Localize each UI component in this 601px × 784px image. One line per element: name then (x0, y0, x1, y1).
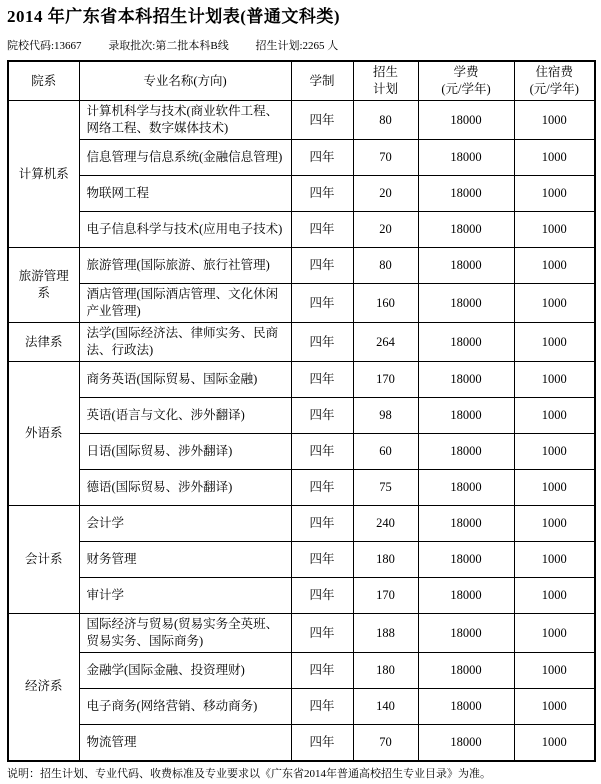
table-row (8, 248, 595, 284)
duration-cell: 四年 (291, 506, 353, 542)
plan-cell: 80 (353, 101, 418, 140)
table-row (8, 212, 595, 248)
col-header-plan-line2: 计划 (372, 82, 398, 96)
col-header-tuition-line2: (元/学年) (441, 82, 491, 96)
department-cell: 经济系 (8, 614, 79, 761)
col-header-tuition-line1: 学费 (453, 65, 479, 79)
plan-cell: 70 (353, 140, 418, 176)
duration-cell: 四年 (291, 140, 353, 176)
major-cell: 国际经济与贸易(贸易实务全英班、贸易实务、国际商务) (79, 614, 291, 653)
table-row (8, 470, 595, 506)
table-row (8, 653, 595, 689)
duration-cell: 四年 (291, 323, 353, 362)
table-row (8, 176, 595, 212)
plan-cell: 160 (353, 284, 418, 323)
col-header-department: 院系 (8, 61, 79, 101)
plan-cell: 80 (353, 248, 418, 284)
plan-cell: 170 (353, 362, 418, 398)
plan-cell: 98 (353, 398, 418, 434)
major-cell: 物流管理 (79, 725, 291, 761)
col-header-tuition (418, 61, 514, 101)
tuition-cell: 18000 (418, 248, 514, 284)
col-header-duration: 学制 (291, 61, 353, 101)
plan-cell: 180 (353, 653, 418, 689)
table-row (8, 362, 595, 398)
tuition-cell: 18000 (418, 542, 514, 578)
plan-cell: 70 (353, 725, 418, 761)
table-row (8, 614, 595, 653)
plan-cell: 170 (353, 578, 418, 614)
enrollment-total: 招生计划:2265 人 (255, 40, 339, 52)
major-cell: 旅游管理(国际旅游、旅行社管理) (79, 248, 291, 284)
page-title: 2014 年广东省本科招生计划表(普通文科类) (7, 7, 341, 26)
accommodation-cell: 1000 (514, 542, 595, 578)
duration-cell: 四年 (291, 284, 353, 323)
plan-cell: 75 (353, 470, 418, 506)
department-cell: 会计系 (8, 506, 79, 614)
tuition-cell: 18000 (418, 470, 514, 506)
accommodation-cell: 1000 (514, 653, 595, 689)
col-header-accommodation-line2: (元/学年) (529, 82, 579, 96)
duration-cell: 四年 (291, 434, 353, 470)
accommodation-cell: 1000 (514, 434, 595, 470)
accommodation-cell: 1000 (514, 398, 595, 434)
plan-cell: 188 (353, 614, 418, 653)
tuition-cell: 18000 (418, 101, 514, 140)
admission-batch: 录取批次:第二批本科B线 (108, 40, 229, 52)
table-row (8, 284, 595, 323)
tuition-cell: 18000 (418, 323, 514, 362)
duration-cell: 四年 (291, 212, 353, 248)
accommodation-cell: 1000 (514, 725, 595, 761)
department-cell: 外语系 (8, 362, 79, 506)
tuition-cell: 18000 (418, 176, 514, 212)
tuition-cell: 18000 (418, 284, 514, 323)
major-cell: 信息管理与信息系统(金融信息管理) (79, 140, 291, 176)
plan-cell: 180 (353, 542, 418, 578)
major-cell: 电子信息科学与技术(应用电子技术) (79, 212, 291, 248)
accommodation-cell: 1000 (514, 506, 595, 542)
department-cell: 旅游管理系 (8, 248, 79, 323)
major-cell: 英语(语言与文化、涉外翻译) (79, 398, 291, 434)
plan-cell: 140 (353, 689, 418, 725)
accommodation-cell: 1000 (514, 689, 595, 725)
col-header-accommodation-line1: 住宿费 (535, 65, 573, 79)
major-cell: 财务管理 (79, 542, 291, 578)
major-cell: 商务英语(国际贸易、国际金融) (79, 362, 291, 398)
accommodation-cell: 1000 (514, 470, 595, 506)
major-cell: 计算机科学与技术(商业软件工程、网络工程、数字媒体技术) (79, 101, 291, 140)
table-row (8, 578, 595, 614)
tuition-cell: 18000 (418, 212, 514, 248)
major-cell: 金融学(国际金融、投资理财) (79, 653, 291, 689)
col-header-plan-line1: 招生 (372, 65, 398, 79)
duration-cell: 四年 (291, 542, 353, 578)
major-cell: 物联网工程 (79, 176, 291, 212)
plan-cell: 240 (353, 506, 418, 542)
footer-note: 说明：招生计划、专业代码、收费标准及专业要求以《广东省2014年普通高校招生专业目录》为准。 (7, 767, 491, 780)
table-row (8, 542, 595, 578)
duration-cell: 四年 (291, 101, 353, 140)
major-cell: 日语(国际贸易、涉外翻译) (79, 434, 291, 470)
table-row (8, 689, 595, 725)
plan-cell: 264 (353, 323, 418, 362)
major-cell: 会计学 (79, 506, 291, 542)
enrollment-plan-table (7, 60, 596, 762)
table-row (8, 140, 595, 176)
tuition-cell: 18000 (418, 689, 514, 725)
accommodation-cell: 1000 (514, 176, 595, 212)
duration-cell: 四年 (291, 176, 353, 212)
tuition-cell: 18000 (418, 140, 514, 176)
info-line (7, 39, 594, 53)
accommodation-cell: 1000 (514, 212, 595, 248)
accommodation-cell: 1000 (514, 362, 595, 398)
duration-cell: 四年 (291, 470, 353, 506)
plan-cell: 20 (353, 212, 418, 248)
accommodation-cell: 1000 (514, 578, 595, 614)
table-row (8, 323, 595, 362)
tuition-cell: 18000 (418, 434, 514, 470)
tuition-cell: 18000 (418, 725, 514, 761)
tuition-cell: 18000 (418, 614, 514, 653)
accommodation-cell: 1000 (514, 101, 595, 140)
col-header-accommodation (514, 61, 595, 101)
accommodation-cell: 1000 (514, 614, 595, 653)
duration-cell: 四年 (291, 578, 353, 614)
major-cell: 酒店管理(国际酒店管理、文化休闲产业管理) (79, 284, 291, 323)
duration-cell: 四年 (291, 398, 353, 434)
table-row (8, 725, 595, 761)
duration-cell: 四年 (291, 614, 353, 653)
duration-cell: 四年 (291, 248, 353, 284)
duration-cell: 四年 (291, 725, 353, 761)
department-cell: 法律系 (8, 323, 79, 362)
col-header-plan (353, 61, 418, 101)
duration-cell: 四年 (291, 362, 353, 398)
plan-cell: 60 (353, 434, 418, 470)
tuition-cell: 18000 (418, 506, 514, 542)
duration-cell: 四年 (291, 653, 353, 689)
table-header-row (8, 61, 595, 101)
major-cell: 审计学 (79, 578, 291, 614)
table-row (8, 506, 595, 542)
accommodation-cell: 1000 (514, 248, 595, 284)
tuition-cell: 18000 (418, 578, 514, 614)
plan-cell: 20 (353, 176, 418, 212)
accommodation-cell: 1000 (514, 323, 595, 362)
school-code: 院校代码:13667 (7, 40, 82, 52)
table-row (8, 398, 595, 434)
major-cell: 德语(国际贸易、涉外翻译) (79, 470, 291, 506)
accommodation-cell: 1000 (514, 284, 595, 323)
duration-cell: 四年 (291, 689, 353, 725)
accommodation-cell: 1000 (514, 140, 595, 176)
major-cell: 法学(国际经济法、律师实务、民商法、行政法) (79, 323, 291, 362)
major-cell: 电子商务(网络营销、移动商务) (79, 689, 291, 725)
table-row (8, 434, 595, 470)
col-header-major: 专业名称(方向) (79, 61, 291, 101)
tuition-cell: 18000 (418, 653, 514, 689)
department-cell: 计算机系 (8, 101, 79, 248)
tuition-cell: 18000 (418, 362, 514, 398)
tuition-cell: 18000 (418, 398, 514, 434)
table-row (8, 101, 595, 140)
